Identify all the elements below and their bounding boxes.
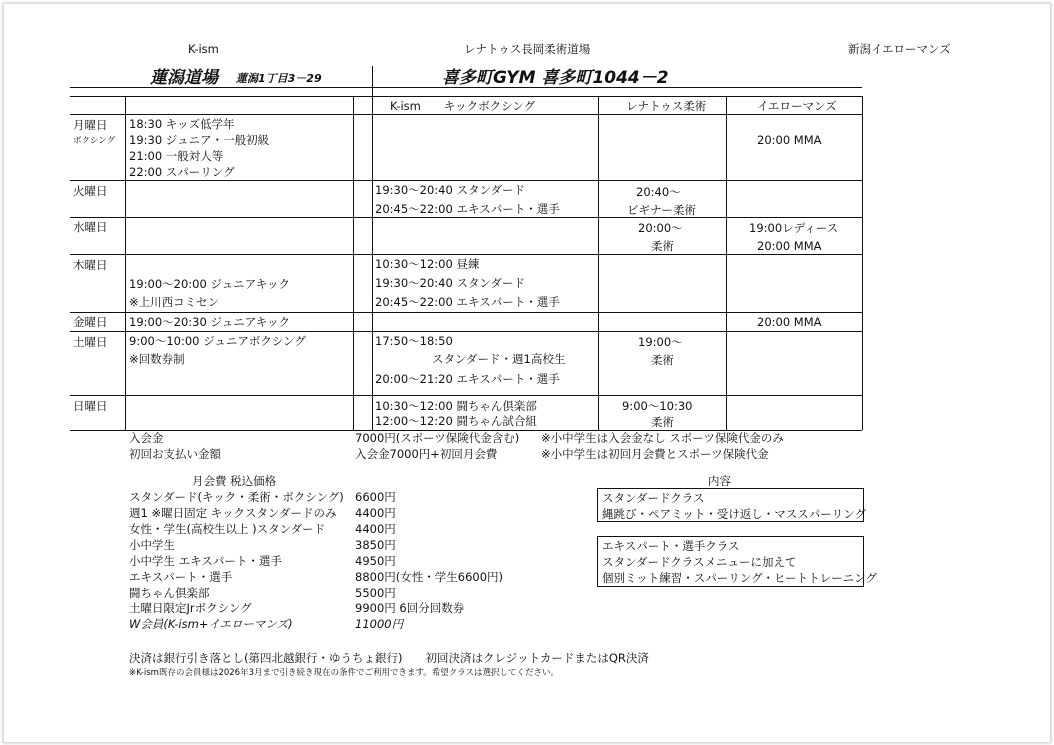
- hasugata-thu-2: ※上川西コミセン: [129, 295, 220, 309]
- kism-sat-1: 17:50～18:50: [375, 334, 453, 348]
- yellowmans-fri: 20:00 MMA: [757, 315, 822, 329]
- hasugata-thu-1: 19:00～20:00 ジュニアキック: [129, 277, 291, 291]
- standard-class-title: スタンダードクラス: [602, 491, 705, 505]
- expert-class-title: エキスパート・選手クラス: [602, 539, 740, 553]
- member-note: ※K-ism既存の会員様は2026年3月まで引き続き現在の条件でご利用できます。希望クラスは選択してください。: [129, 668, 560, 678]
- monthly-fee-price: 11000円: [355, 617, 404, 631]
- monthly-fee-price: 4950円: [355, 554, 396, 568]
- monthly-fee-label: スタンダード(キック・柔術・ボクシング): [129, 490, 344, 504]
- yellowmans-wed-2: 20:00 MMA: [757, 239, 822, 253]
- monthly-fee-price: 5500円: [355, 586, 396, 600]
- column-renatus: レナトゥス柔術: [626, 99, 707, 113]
- entry-fee-label: 入会金: [129, 431, 164, 445]
- column-yellowmans: イエローマンズ: [757, 99, 837, 113]
- kism-sun-2: 12:00～12:20 闘ちゃん試合組: [375, 414, 537, 428]
- monthly-fee-label: エキスパート・選手: [129, 570, 233, 584]
- day-wed: 水曜日: [73, 220, 108, 234]
- first-payment-label: 初回お支払い金額: [129, 447, 221, 461]
- renatus-wed-2: 柔術: [651, 239, 674, 253]
- yellowmans-mon: 20:00 MMA: [757, 133, 822, 147]
- day-sat: 土曜日: [73, 335, 108, 349]
- day-thu: 木曜日: [73, 258, 108, 272]
- day-tue: 火曜日: [73, 184, 108, 198]
- renatus-sun-1: 9:00～10:30: [622, 399, 693, 413]
- monthly-fee-price: 4400円: [355, 522, 396, 536]
- entry-fee-value: 7000円(スポーツ保険代金含む): [355, 431, 520, 445]
- monthly-fee-price: 9900円 6回分回数券: [355, 601, 465, 615]
- entry-fee-note: ※小中学生は入会金なし スポーツ保険代金のみ: [541, 431, 784, 445]
- standard-class-desc: 縄跳び・ペアミット・受け返し・マススパーリング: [602, 507, 867, 521]
- monthly-fee-label: 土曜日限定Jrボクシング: [129, 601, 252, 615]
- monthly-fee-price: 6600円: [355, 490, 396, 504]
- kism-thu-3: 20:45～22:00 エキスパート・選手: [375, 295, 560, 309]
- renatus-sun-2: 柔術: [651, 415, 674, 429]
- first-payment-note: ※小中学生は初回月会費とスポーツ保険代金: [541, 447, 769, 461]
- kism-sat-2: スタンダード・週1高校生: [432, 352, 566, 366]
- kism-thu-2: 19:30～20:40 スタンダード: [375, 276, 525, 290]
- monthly-fee-label: 週1 ※曜日固定 キックスタンダードのみ: [129, 506, 337, 520]
- kism-tue-2: 20:45～22:00 エキスパート・選手: [375, 202, 560, 216]
- renatus-sat-1: 19:00～: [638, 335, 683, 349]
- monthly-fee-price: 4400円: [355, 506, 396, 520]
- hasugata-mon-3: 21:00 一般対人等: [129, 149, 224, 163]
- renatus-sat-2: 柔術: [651, 353, 674, 367]
- monthly-fee-price: 8800円(女性・学生6600円): [355, 570, 504, 584]
- day-mon: 月曜日: [73, 118, 108, 132]
- expert-class-desc-1: スタンダードクラスメニューに加えて: [602, 555, 797, 569]
- renatus-wed-1: 20:00～: [638, 221, 683, 235]
- first-payment-value: 入会金7000円+初回月会費: [355, 447, 498, 461]
- hasugata-sat-1: 9:00～10:00 ジュニアボクシング: [129, 334, 306, 348]
- kism-tue-1: 19:30～20:40 スタンダード: [375, 183, 525, 197]
- monthly-fee-title: 月会費 税込価格: [192, 474, 277, 488]
- hasugata-dojo-name: 蓮潟道場: [150, 68, 218, 88]
- kitamachi-gym-name: 喜多町GYM 喜多町1044－2: [442, 68, 669, 88]
- monthly-fee-label: 小中学生: [129, 538, 175, 552]
- monthly-fee-label: W会員(K-ism+イエローマンズ): [129, 617, 293, 631]
- yellowmans-wed-1: 19:00レディース: [749, 221, 839, 235]
- kism-thu-1: 10:30～12:00 昼練: [375, 257, 480, 271]
- header-kism: K-ism: [188, 42, 219, 56]
- monthly-fee-label: 女性・学生(高校生以上 )スタンダード: [129, 522, 326, 536]
- kism-sat-3: 20:00～21:20 エキスパート・選手: [375, 372, 560, 386]
- monthly-fee-label: 小中学生 エキスパート・選手: [129, 554, 282, 568]
- header-yellowmans: 新潟イエローマンズ: [848, 42, 951, 56]
- renatus-tue-2: ビギナー柔術: [627, 203, 696, 217]
- expert-class-box: [597, 536, 877, 587]
- hasugata-mon-1: 18:30 キッズ低学年: [129, 117, 235, 131]
- expert-class-desc-2: 個別ミット練習・スパーリング・ヒートトレーニング: [602, 571, 877, 585]
- kism-sun-1: 10:30～12:00 闘ちゃん倶楽部: [375, 399, 537, 413]
- payment-info: 決済は銀行引き落とし(第四北越銀行・ゆうちょ銀行) 初回決済はクレジットカードまたはQR決済: [129, 651, 649, 665]
- day-fri: 金曜日: [73, 315, 108, 329]
- column-kism: K-ism キックボクシング: [390, 99, 536, 113]
- monthly-fee-price: 3850円: [355, 538, 396, 552]
- content-title: 内容: [708, 474, 731, 488]
- hasugata-mon-2: 19:30 ジュニア・一般初級: [129, 133, 270, 147]
- hasugata-address: 蓮潟1丁目3－29: [236, 72, 322, 85]
- day-sun: 日曜日: [73, 399, 108, 413]
- standard-class-box: [597, 488, 867, 522]
- renatus-tue-1: 20:40～: [636, 185, 681, 199]
- monthly-fee-label: 闘ちゃん倶楽部: [129, 586, 210, 600]
- hasugata-sat-2: ※回数券制: [129, 352, 185, 366]
- header-renatus: レナトゥス長岡柔術道場: [464, 42, 591, 56]
- day-mon-sub: ボクシング: [73, 136, 116, 146]
- hasugata-fri: 19:00～20:30 ジュニアキック: [129, 315, 291, 329]
- hasugata-mon-4: 22:00 スパーリング: [129, 165, 235, 179]
